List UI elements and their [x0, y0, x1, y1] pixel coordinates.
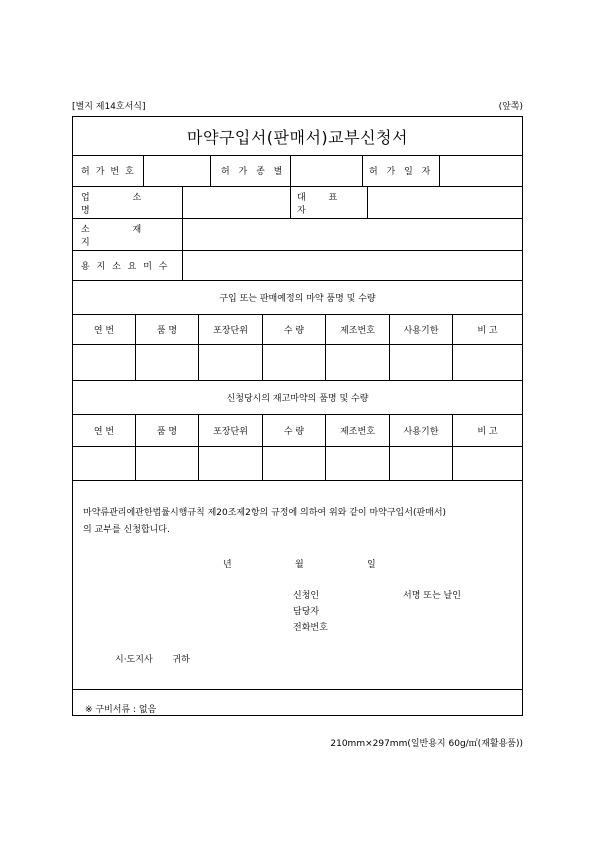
cell-unit[interactable]: [199, 345, 263, 380]
cell-serial[interactable]: [73, 447, 136, 480]
page-side: (앞쪽): [498, 102, 523, 112]
address-field[interactable]: [183, 219, 522, 250]
section1-title: 구입 또는 판매예정의 마약 품명 및 수량: [73, 281, 522, 315]
col-lot: 제조번호: [326, 315, 390, 344]
col-expiry: 사용기한: [390, 315, 453, 344]
phone-label: 전화번호: [293, 623, 328, 633]
statement-line2: 의 교부를 신청합니다.: [83, 525, 170, 535]
col-unit: 포장단위: [199, 315, 263, 344]
col-remarks: 비 고: [477, 326, 498, 336]
license-row: [73, 155, 522, 187]
statement-line1: 마약류관리에관한법률시행규칙 제20조제2항의 규정에 의하여 위와 같이 마약구입서(판매서): [83, 508, 447, 518]
cell-lot[interactable]: [326, 345, 390, 380]
representative-field[interactable]: [368, 187, 522, 218]
license-no-field[interactable]: [144, 155, 211, 186]
license-type-label: 허 가 종 별: [211, 155, 291, 186]
col-quantity: 수 량: [263, 315, 326, 344]
date-month: 월: [295, 560, 304, 570]
application-form: [72, 116, 523, 716]
business-name-label: 업 소 명: [73, 187, 183, 218]
section2-title: 신청당시의 재고마약의 품명 및 수량: [73, 381, 522, 415]
cell-lot[interactable]: [326, 447, 390, 480]
sign-label: 서명 또는 날인: [403, 591, 461, 601]
col-remarks: 비 고: [477, 427, 498, 437]
purpose-row: [73, 251, 522, 281]
statement: [83, 505, 512, 539]
paper-spec: 210mm×297mm(일반용지 60g/㎡(재활용품)): [330, 739, 523, 749]
section1-header-row: [73, 315, 522, 345]
col-quantity: 수 량: [263, 415, 326, 446]
cell-item[interactable]: [136, 447, 199, 480]
section1-data-row: [73, 345, 522, 381]
license-no-label: 허가번호: [73, 155, 144, 186]
section2-data-row: [73, 447, 522, 481]
recipient: [115, 652, 190, 665]
license-date-field[interactable]: [440, 155, 522, 186]
cell-item[interactable]: [136, 345, 199, 380]
license-date-label: 허 가 일 자: [363, 155, 440, 186]
col-unit: 포장단위: [199, 415, 263, 446]
cell-expiry[interactable]: [390, 447, 453, 480]
cell-serial[interactable]: [73, 345, 136, 380]
date-year: 년: [223, 560, 232, 570]
cell-quantity[interactable]: [263, 447, 326, 480]
business-row: [73, 187, 522, 219]
cell-remarks[interactable]: [453, 447, 522, 480]
business-name-field[interactable]: [183, 187, 291, 218]
attachments-note: ※ 구비서류 : 없음: [85, 705, 157, 715]
col-serial: 연 번: [73, 315, 136, 344]
section2-header-row: [73, 415, 522, 447]
representative-label: 대 표 자: [291, 187, 368, 218]
col-serial: 연 번: [73, 415, 136, 446]
recipient-name: 시·도지사: [115, 655, 153, 665]
address-label: 소 재 지: [73, 219, 183, 250]
applicant-label: 신청인: [293, 591, 320, 601]
date-day: 일: [367, 560, 376, 570]
col-expiry: 사용기한: [390, 415, 453, 446]
purpose-field[interactable]: [183, 251, 522, 280]
license-type-field[interactable]: [291, 155, 363, 186]
manager-label: 담당자: [293, 607, 320, 617]
purpose-label: 용 지 소 요 미 수: [73, 251, 183, 280]
form-number: [별지 제14호서식]: [72, 102, 146, 112]
form-title: 마약구입서(판매서)교부신청서: [73, 117, 522, 156]
attachments-divider: [73, 689, 522, 690]
col-item: 품 명: [136, 415, 199, 446]
col-lot: 제조번호: [326, 415, 390, 446]
cell-remarks[interactable]: [453, 345, 522, 380]
cell-unit[interactable]: [199, 447, 263, 480]
col-item: 품 명: [136, 315, 199, 344]
address-row: [73, 219, 522, 251]
cell-expiry[interactable]: [390, 345, 453, 380]
cell-quantity[interactable]: [263, 345, 326, 380]
recipient-suffix: 귀하: [172, 655, 190, 665]
